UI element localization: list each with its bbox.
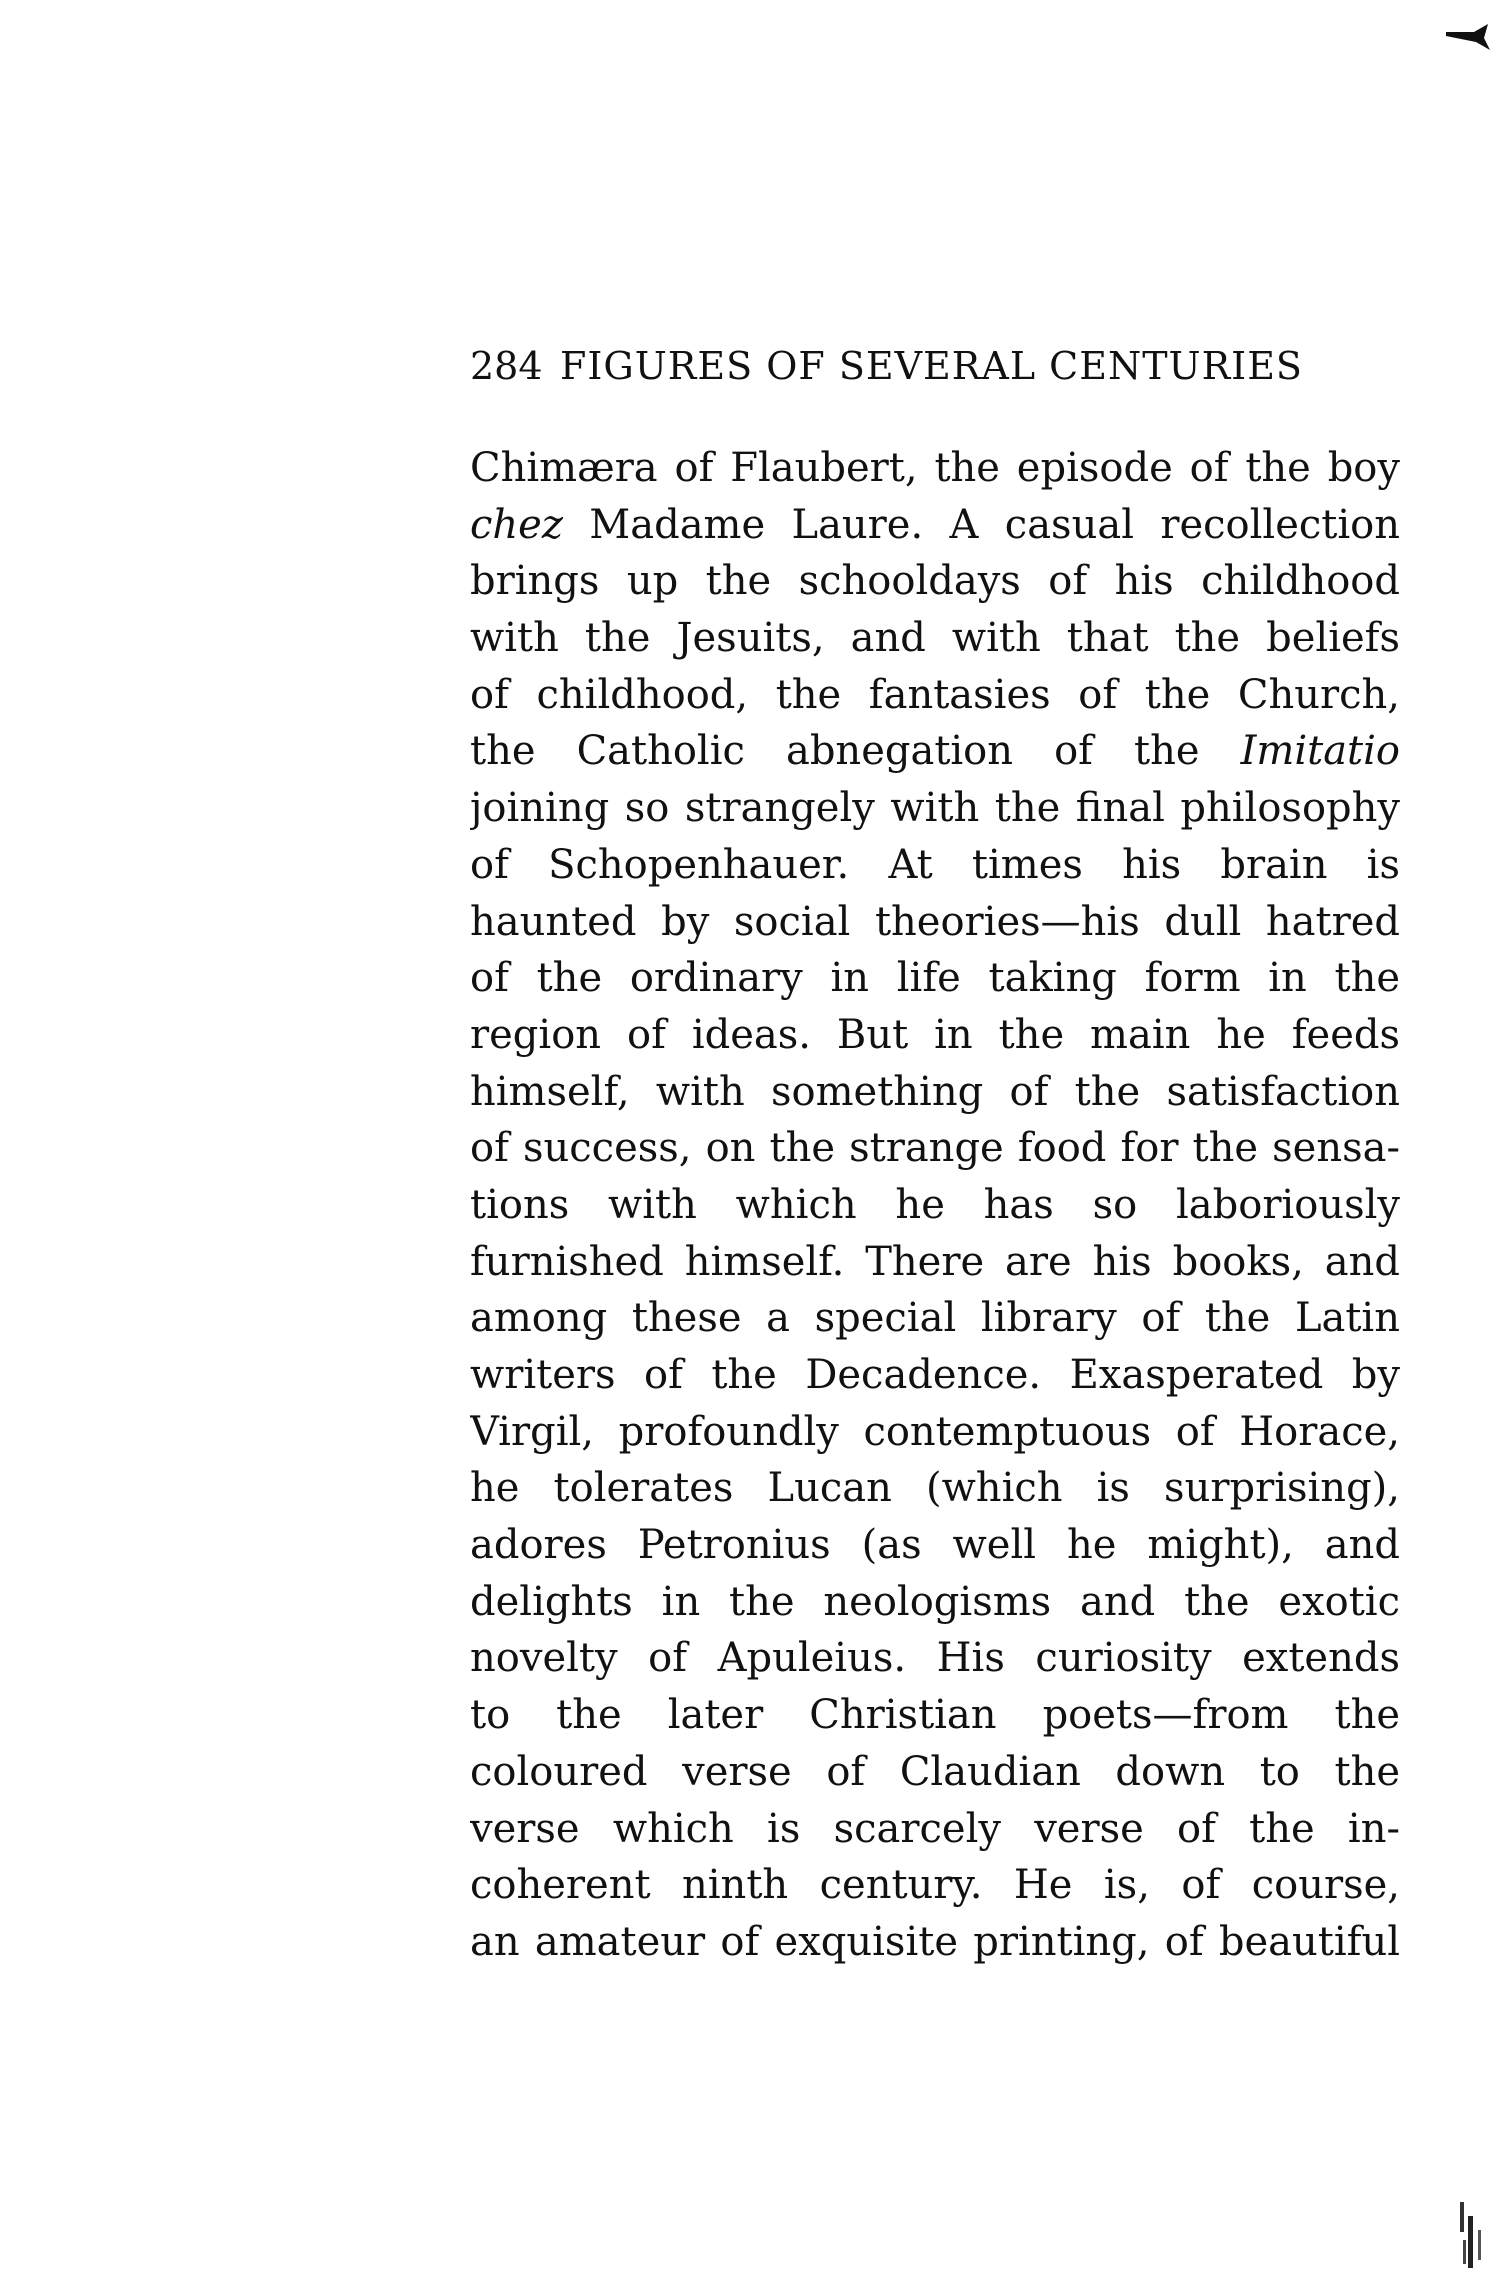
line-text: of the ordinary in life taking form in the <box>470 955 1400 1002</box>
text-line <box>470 1347 1400 1404</box>
line-text: region of ideas. But in the main he feeds <box>470 1011 1400 1058</box>
text-line <box>470 1517 1400 1574</box>
text-line <box>470 950 1400 1007</box>
text-line <box>470 1857 1400 1914</box>
text-line <box>470 894 1400 951</box>
text-line <box>470 1630 1400 1687</box>
text-line <box>470 1290 1400 1347</box>
body-text <box>470 440 1400 1971</box>
text-line <box>470 1404 1400 1461</box>
line-text: delights in the neologisms and the exotic <box>470 1578 1400 1625</box>
line-text: brings up the schooldays of his childhood <box>470 558 1400 605</box>
text-line <box>470 610 1400 667</box>
line-text: coloured verse of Claudian down to the <box>470 1748 1400 1795</box>
text-line <box>470 723 1400 780</box>
text-line <box>470 440 1400 497</box>
line-text: the Catholic abnegation of the <box>470 728 1241 775</box>
page-number: 284 <box>470 344 543 388</box>
line-text: of childhood, the fantasies of the Church, <box>470 671 1400 718</box>
line-text: with the Jesuits, and with that the beliefs <box>470 615 1400 662</box>
italic-text: chez <box>470 501 563 548</box>
text-line <box>470 1801 1400 1858</box>
line-text: himself, with something of the satisfaction <box>470 1068 1400 1115</box>
running-title: FIGURES OF SEVERAL CENTURIES <box>560 344 1303 388</box>
line-text: writers of the Decadence. Exasperated by <box>470 1352 1400 1398</box>
line-text: Virgil, profoundly contemptuous of Horace, <box>470 1408 1400 1455</box>
line-text: of Schopenhauer. At times his brain is <box>470 841 1400 888</box>
line-text: Madame Laure. A casual recollection <box>562 501 1400 548</box>
running-head <box>470 344 1390 400</box>
line-text: an amateur of exquisite printing, of beautiful <box>470 1918 1400 1965</box>
line-text: to the later Christian poets—from the <box>470 1692 1400 1739</box>
line-text: tions with which he has so laboriously <box>470 1181 1400 1228</box>
text-line <box>470 780 1400 837</box>
line-text: of success, on the strange food for the sensa- <box>470 1125 1400 1172</box>
line-text: adores Petronius (as well he might), and <box>470 1522 1400 1569</box>
italic-text: Imitatio <box>1240 728 1400 775</box>
text-line <box>470 1914 1400 1971</box>
text-line <box>470 1064 1400 1121</box>
text-line <box>470 667 1400 724</box>
text-line <box>470 837 1400 894</box>
text-line <box>470 1460 1400 1517</box>
text-line <box>470 1687 1400 1744</box>
text-line <box>470 1007 1400 1064</box>
line-text: verse which is scarcely verse of the in- <box>470 1805 1400 1852</box>
text-line <box>470 1120 1400 1177</box>
line-text: haunted by social theories—his dull hatred <box>470 898 1400 945</box>
text-line <box>470 1234 1400 1291</box>
line-text: furnished himself. There are his books, and <box>470 1238 1400 1285</box>
page-corner-mark-icon <box>1444 22 1492 54</box>
line-text: coherent ninth century. He is, of course, <box>470 1862 1400 1909</box>
line-text: Chimæra of Flaubert, the episode of the boy <box>470 445 1400 491</box>
text-line <box>470 1744 1400 1801</box>
text-line <box>470 1177 1400 1234</box>
binding-edge-specks-icon <box>1454 2196 1488 2276</box>
line-text: he tolerates Lucan (which is surprising), <box>470 1465 1400 1512</box>
text-line <box>470 497 1400 554</box>
text-line <box>470 1574 1400 1631</box>
line-text: joining so strangely with the final philosophy <box>470 785 1400 832</box>
line-text: among these a special library of the Latin <box>470 1295 1400 1342</box>
text-line <box>470 553 1400 610</box>
line-text: novelty of Apuleius. His curiosity extends <box>470 1635 1400 1682</box>
